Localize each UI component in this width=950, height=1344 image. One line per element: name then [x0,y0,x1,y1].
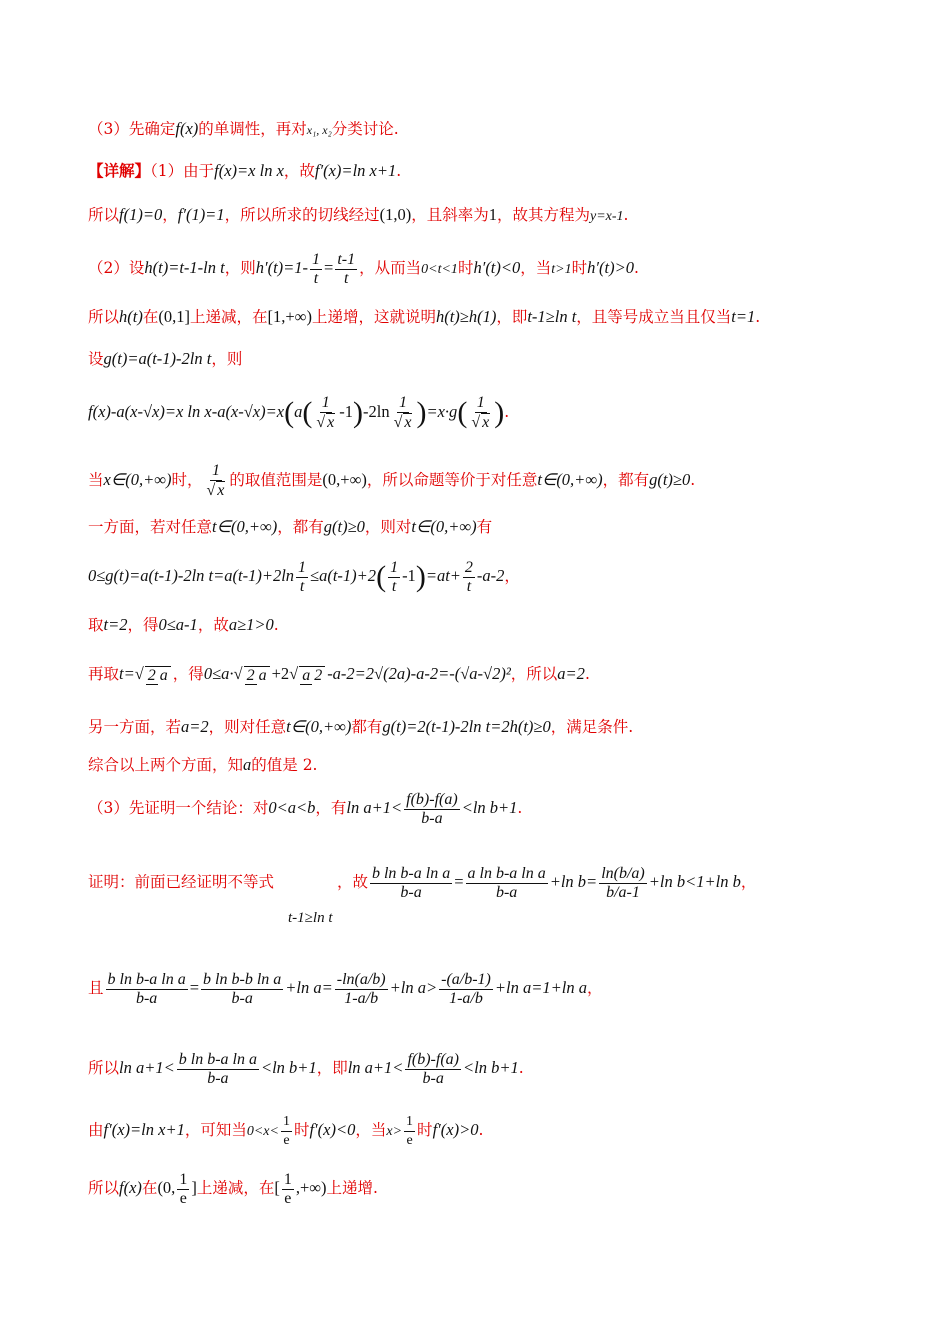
text: 的单调性，再对 [198,120,307,138]
solution-line-1 [88,118,399,141]
paren-close: ) [494,396,505,429]
math: 0<a<b [268,798,316,817]
text: ，则对任意 [208,718,287,736]
numerator: -(a/b-1) [441,970,491,988]
math: t∈(0,+∞) [286,717,352,736]
text: 由 [88,1121,104,1139]
math: h(t) [119,307,143,326]
radicand: x [327,414,335,431]
denominator: 1-a/b [449,989,483,1007]
numerator: 1 [281,1113,292,1132]
sqrt-sign: √ [233,664,243,683]
text: . [517,799,523,817]
denominator: b-a [495,883,518,901]
solution-line-10 [88,554,520,599]
numerator: 1 [321,394,330,411]
math: [1,+∞) [267,307,312,326]
math: 0<t<1 [421,262,458,277]
text: 上递增. [326,1179,378,1197]
fraction [177,1171,189,1208]
text: ，所以命题等价于对任意 [366,471,538,489]
text: . [690,471,696,489]
fraction [244,666,270,685]
math: [ [274,1178,280,1197]
text: . [504,403,510,421]
math: f′(x)=ln x+1 [103,1120,185,1139]
math: (1,0) [379,205,412,224]
math: x> [386,1124,403,1139]
math: g(t)=2(t-1)-2ln t=2h(t)≥0 [382,717,551,736]
math: h′(t)<0 [473,258,521,277]
paren-open: ( [376,560,387,593]
math: f′(x)<0 [309,1120,356,1139]
math: 0<x< [246,1124,279,1139]
text: ，且斜率为 [411,206,489,224]
text: 分类讨论. [331,120,399,138]
paren-close: ) [415,560,426,593]
math: y=x-1 [590,209,624,224]
math: h(t)=t-1-ln t [144,258,225,277]
math: t∈(0,+∞) [537,470,603,489]
math: -2ln [362,402,390,421]
fraction [296,559,308,596]
math: t=1 [731,307,756,326]
text: 设 [88,350,104,368]
text: ，得 [172,665,204,683]
denominator: e [179,1189,187,1207]
numerator: 1 [404,1113,415,1132]
numerator: 1 [312,250,321,268]
denominator: t [313,269,319,287]
numerator: 2 [147,666,156,684]
math: f′(1)=1 [177,205,225,224]
math: (0, [157,1178,176,1197]
numerator: 1 [476,394,485,411]
text: 所以 [88,206,120,224]
math: a=2 [181,717,209,736]
math: <ln b+1 [461,798,518,817]
math: -1 [339,402,353,421]
text: ，从而当 [359,259,422,277]
math: -1 [402,566,416,585]
solution-line-12 [88,652,590,696]
text: 上递减，在 [189,308,268,326]
text: . [478,1121,484,1139]
math: -a-2=2√(2a)-a-2=-(√a-√2)² [327,664,511,683]
denominator: b-a [400,883,422,901]
numerator: 1 [399,394,408,411]
text: ，且等号成立当且仅当 [576,308,732,326]
solution-line-7 [88,390,509,435]
math: f(x) [119,1178,142,1197]
fraction [335,251,357,288]
solution-line-3 [88,204,628,228]
text: 时 [417,1121,433,1139]
text: . [518,1059,524,1077]
math: a≥1>0 [228,615,274,634]
text: . [396,162,402,180]
solution-line-11 [88,614,279,636]
fraction [370,865,452,902]
math: +ln a=1+ln a [494,978,587,997]
denominator: √ x [206,482,225,499]
text: （1）由于 [150,162,215,180]
math: t-1≥ln t [288,910,333,926]
text: 都有 [351,718,383,736]
math: = [324,258,334,277]
numerator: ln(b/a) [601,864,645,882]
numerator: 1 [298,558,307,576]
fraction [281,1113,292,1150]
denominator: √ x [393,414,412,431]
solution-line-19 [88,1108,483,1154]
text: ，即 [496,308,528,326]
text: 综合以上两个方面，知 [88,756,244,774]
denominator: b/a-1 [606,883,640,901]
text: （3）先确定 [88,120,176,138]
denominator: e [406,1132,413,1148]
math: g(t)=a(t-1)-2ln t [103,349,212,368]
denominator: a [159,666,168,684]
text: ，所以所求的切线经过 [224,206,380,224]
numerator: f(b)-f(a) [407,1050,459,1068]
fraction [177,1051,259,1088]
text: 的值是 2. [251,756,318,774]
numerator: 2 [246,666,255,684]
text: 在 [141,1179,158,1197]
paren-open: ( [457,396,468,429]
fraction [388,559,400,596]
denominator: t [466,577,472,595]
text: ，当 [520,259,552,277]
numerator: 1 [211,462,220,479]
denominator: t [344,269,349,287]
denominator: 2 [314,666,323,684]
solution-line-4 [88,248,639,290]
math: ln a+1< [346,798,403,817]
math: +ln a= [285,978,333,997]
fraction [201,971,283,1008]
denominator: a [258,666,267,684]
text: 在 [142,308,159,326]
text: ，可知当 [184,1121,247,1139]
fraction [335,971,388,1008]
math: t>1 [551,262,572,277]
denominator: b-a [231,989,253,1007]
math: a [294,402,303,421]
fraction [205,462,228,500]
sqrt-sign: √ [134,664,144,683]
numerator: 1 [283,1170,292,1188]
text: 当 [88,471,104,489]
numerator: b ln b-b ln a [203,970,282,988]
detail-tag: 【详解】 [88,161,151,180]
text: ，满足条件. [550,718,634,736]
math: ln a+1< [119,1058,175,1077]
numerator: b ln b-a ln a [178,1050,257,1068]
text: . [273,616,279,634]
math: f′(x)>0 [432,1120,479,1139]
text: ，即 [316,1059,348,1077]
solution-line-15 [88,786,522,830]
numerator: a ln b-a ln a [467,864,546,882]
fraction [299,666,325,685]
math: <ln b+1 [462,1058,519,1077]
math: a [243,755,252,774]
denominator: √ x [316,414,335,431]
math: = [189,978,200,997]
fraction [314,394,337,432]
math: ] [191,1178,197,1197]
text: . [623,206,629,224]
solution-line-6 [88,348,242,370]
denominator: 1-a/b [344,989,379,1007]
fraction [466,865,548,902]
math: (0,1] [158,307,190,326]
text: 取 [88,616,104,634]
text: 且 [88,979,104,997]
text: ，故其方程为 [496,206,590,224]
numerator: f(b)-f(a) [406,790,458,808]
text: 时 [457,259,474,277]
denominator: b-a [421,809,443,827]
numerator: b ln b-a ln a [107,970,186,988]
math: +ln a> [389,978,438,997]
text: （3）先证明一个结论：对 [88,799,269,817]
math: t∈(0,+∞) [411,517,477,536]
text: 一方面，若对任意 [88,518,213,536]
denominator: t [299,577,305,595]
math: f(x)=x ln x [214,161,284,180]
fraction [282,1171,294,1208]
math: <ln b+1 [260,1058,317,1077]
solution-line-13 [88,716,633,738]
text: 有 [476,518,493,536]
text: ， [504,567,520,585]
math: g(t)≥0 [649,470,691,489]
sqrt-sign: √ [289,664,299,683]
math: (0,+∞) [322,470,367,489]
fraction [145,666,171,685]
math: h(t)≥h(1) [435,307,497,326]
math: +ln b= [549,872,598,891]
math: t∈(0,+∞) [212,517,278,536]
math: h′(t)=1- [255,258,309,277]
text: 所以 [88,1179,120,1197]
solution-line-18 [88,1046,524,1090]
math: +ln b<1+ln b [648,872,741,891]
math: =x·g [426,402,458,421]
radicand: x [404,414,412,431]
text: 另一方面，若 [88,718,182,736]
fraction [106,971,188,1008]
math: 0≤a· [203,664,234,683]
text: ，则 [211,350,243,368]
text: ， [162,206,178,224]
math: +2 [271,664,290,683]
text: 时 [571,259,588,277]
text: 上递增，这就说明 [311,308,436,326]
text: 上递减，在 [196,1179,275,1197]
math: f′(x)=ln x+1 [314,161,397,180]
numerator: b ln b-a ln a [371,864,451,882]
denominator: b-a [422,1069,444,1087]
fraction [392,394,415,432]
math: t=2 [103,615,128,634]
text: ，都有 [277,518,324,536]
solution-line-16 [88,860,757,926]
text: ，故 [197,616,229,634]
fraction [463,559,475,596]
solution-line-17 [88,966,602,1010]
math: f(1)=0 [119,205,163,224]
text: ， [586,979,603,997]
text: ，故 [336,873,368,891]
solution-line-14 [88,754,317,776]
math: 1 [488,205,497,224]
math: x₁, x₂ [306,123,332,137]
math: ln a+1< [347,1058,404,1077]
text: ，都有 [602,471,650,489]
math: f(x) [175,119,199,138]
denominator: b-a [207,1069,229,1087]
fraction [599,865,647,902]
fraction [404,1113,415,1150]
denominator: b-a [135,989,158,1007]
text: ，则 [224,259,256,277]
solution-line-8 [88,458,695,502]
solution-line-5 [88,306,760,328]
numerator: a [302,666,311,684]
denominator: √ x [471,414,490,431]
math: = [454,872,464,891]
math: 0≤a-1 [158,615,198,634]
math: t= [119,664,135,683]
text: 时， [171,471,203,489]
math: h′(t)>0 [587,258,634,277]
math: -a-2 [476,566,505,585]
math: ≤a(t-1)+2 [310,566,377,585]
text: ， [740,873,757,891]
text: ，则对 [364,518,412,536]
math: g(t)≥0 [323,517,365,536]
math: t-1≥ln t [527,307,577,326]
text: . [755,308,761,326]
fraction [310,251,322,288]
numerator: t-1 [337,250,356,268]
math: =at+ [425,566,461,585]
fraction [439,971,493,1008]
math: f(x)-a(x-√x)=x ln x-a(x-√x)=x [88,402,285,421]
paren-open: ( [284,396,295,429]
text: ，当 [355,1121,387,1139]
paren-close: ) [352,396,363,429]
fraction [404,791,460,828]
fraction [469,394,492,432]
fraction [405,1051,461,1088]
solution-line-2 [88,160,401,182]
math: a=2 [557,664,585,683]
text: 时 [293,1121,310,1139]
paren-open: ( [302,396,313,429]
text: 所以 [88,1059,120,1077]
text: . [633,259,639,277]
math: ,+∞) [295,1178,327,1197]
text: ，故 [283,162,315,180]
text: 所以 [88,308,120,326]
radicand: x [217,482,225,499]
solution-line-9 [88,516,492,538]
text: ，所以 [510,665,558,683]
text: ，得 [127,616,159,634]
math: 0≤g(t)=a(t-1)-2ln t=a(t-1)+2ln [88,566,295,585]
text: 再取 [88,665,120,683]
radicand: x [482,414,490,431]
paren-close: ) [416,396,427,429]
numerator: 1 [179,1170,188,1188]
denominator: e [283,1132,290,1148]
text: ，有 [315,799,347,817]
math: x∈(0,+∞) [103,470,172,489]
numerator: -ln(a/b) [336,970,386,988]
numerator: 1 [390,558,399,576]
text: . [584,665,590,683]
text: （2）设 [88,259,145,277]
solution-line-20 [88,1166,378,1210]
text: 的取值范围是 [229,471,323,489]
denominator: e [284,1189,292,1207]
denominator: t [391,577,397,595]
numerator: 2 [464,558,473,576]
text: 证明：前面已经证明不等式 [88,873,275,891]
